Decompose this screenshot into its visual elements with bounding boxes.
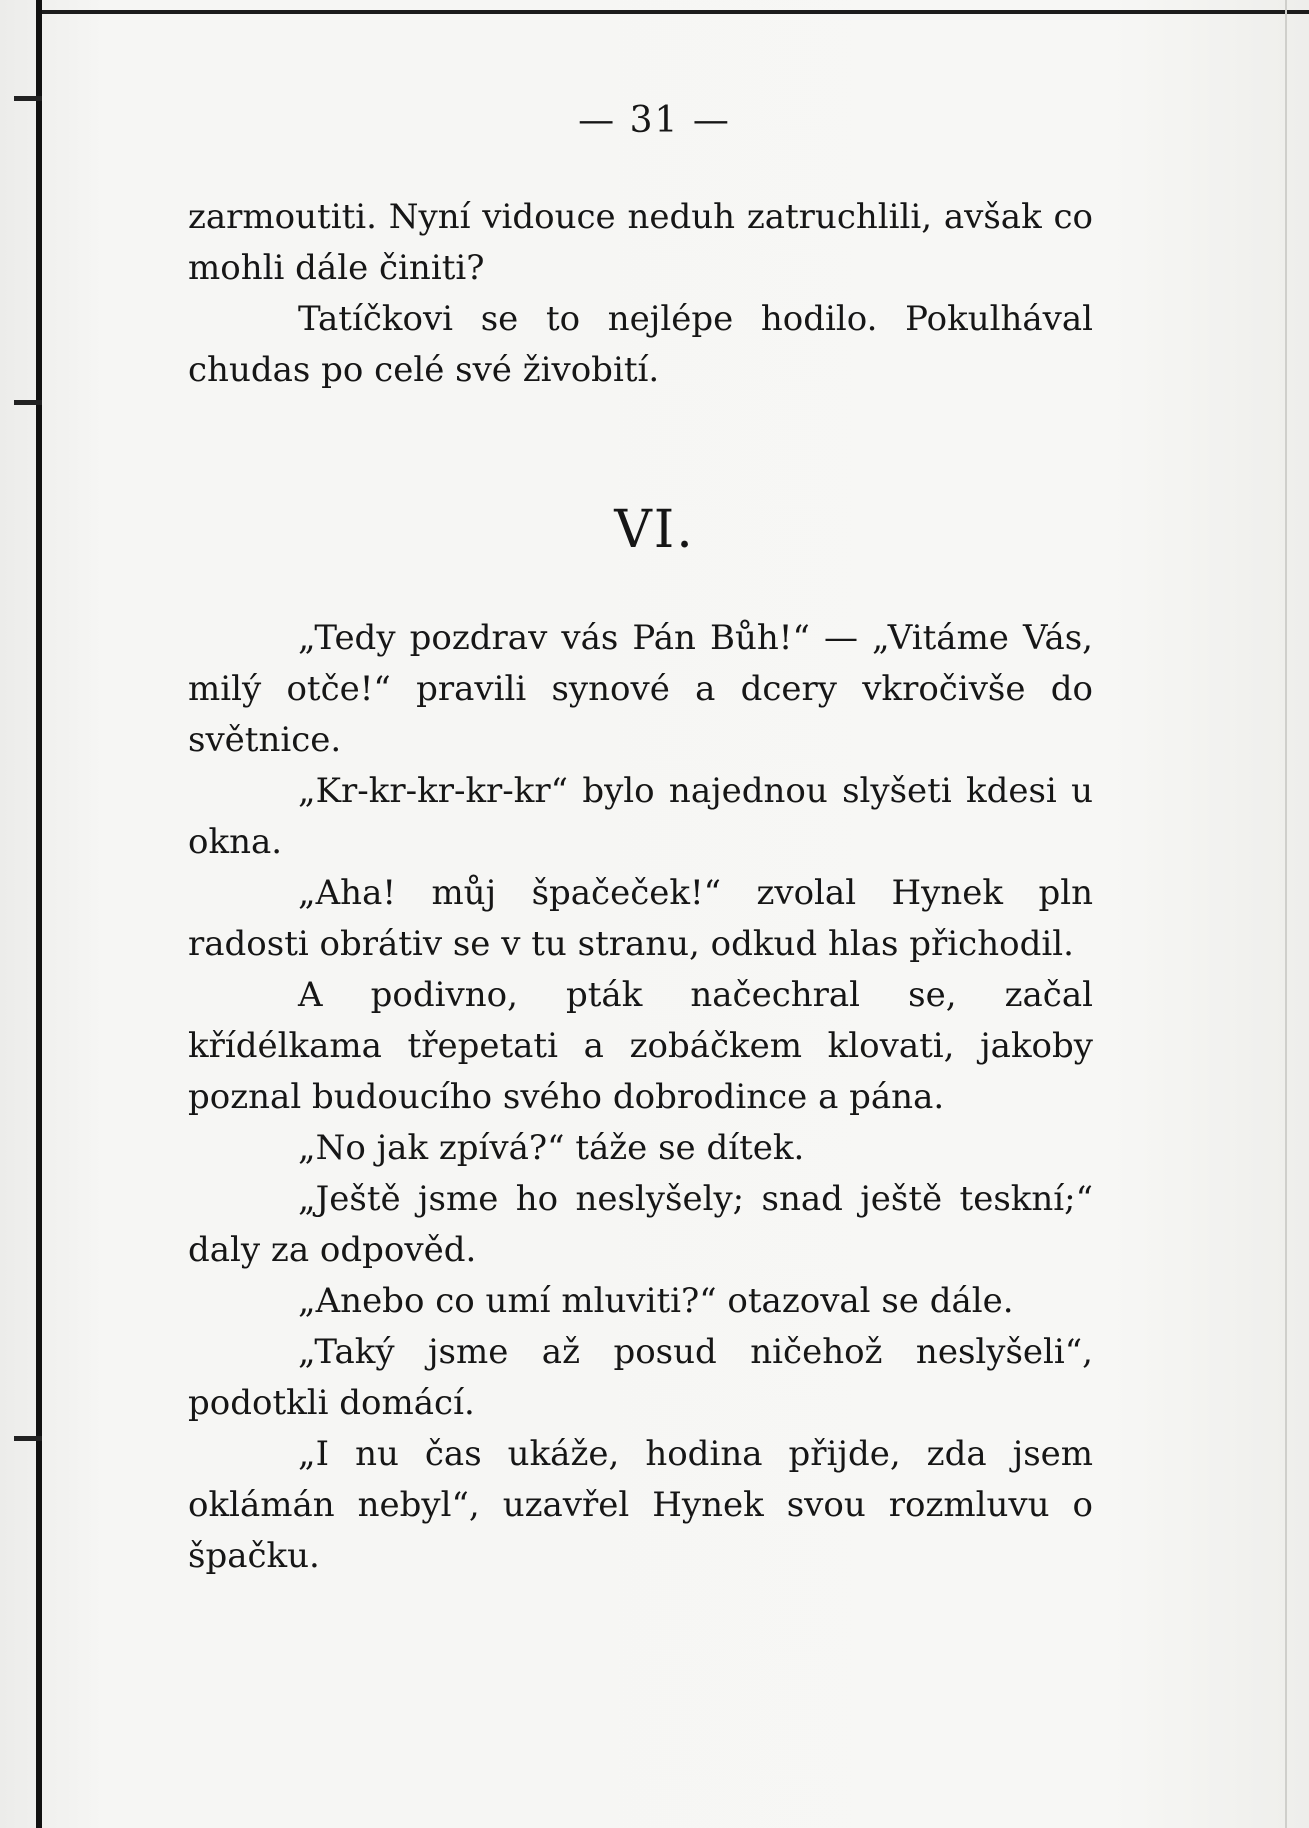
- paragraph: Tatíčkovi se to nejlépe hodilo. Pokulhával chudas po celé své živobití.: [188, 299, 1093, 390]
- top-text-block: [188, 192, 1093, 396]
- page-right-edge: [1285, 0, 1287, 1828]
- paragraph: „Kr-kr-kr-kr-kr“ bylo najednou slyšeti kdesi u okna.: [188, 771, 1093, 862]
- paragraph: „Anebo co umí mluviti?“ otazoval se dále.: [298, 1281, 1014, 1321]
- paragraph: „Tedy pozdrav vás Pán Bůh!“ — „Vitáme Vás, milý otče!“ pravili synové a dcery vkročivše do světnice.: [188, 618, 1093, 760]
- binding-mark: [14, 400, 42, 405]
- chapter-heading: VI.: [614, 500, 695, 560]
- binding-mark: [14, 1436, 42, 1441]
- paragraph: „No jak zpívá?“ táže se dítek.: [298, 1128, 805, 1168]
- paragraph: „Aha! můj špačeček!“ zvolal Hynek pln radosti obrátiv se v tu stranu, odkud hlas přichodil.: [188, 873, 1093, 964]
- paragraph: „I nu čas ukáže, hodina přijde, zda jsem oklámán nebyl“, uzavřel Hynek svou rozmluvu o špačku.: [188, 1434, 1093, 1576]
- binding-edge: [36, 0, 42, 1828]
- paragraph: „Taký jsme až posud ničehož neslyšeli“, podotkli domácí.: [188, 1332, 1093, 1423]
- page-top-edge: [36, 10, 1309, 14]
- page-number: — 31 —: [578, 100, 731, 141]
- paragraph: zarmoutiti. Nyní vidouce neduh zatruchlili, avšak co mohli dále činiti?: [188, 197, 1093, 288]
- main-text-block: [188, 613, 1093, 1582]
- paragraph: A podivno, pták načechral se, začal křídélkama třepetati a zobáčkem klovati, jakoby poznal budoucího svého dobrodince a pána.: [188, 975, 1093, 1117]
- paragraph: „Ještě jsme ho neslyšely; snad ještě teskní;“ daly za odpověd.: [188, 1179, 1093, 1270]
